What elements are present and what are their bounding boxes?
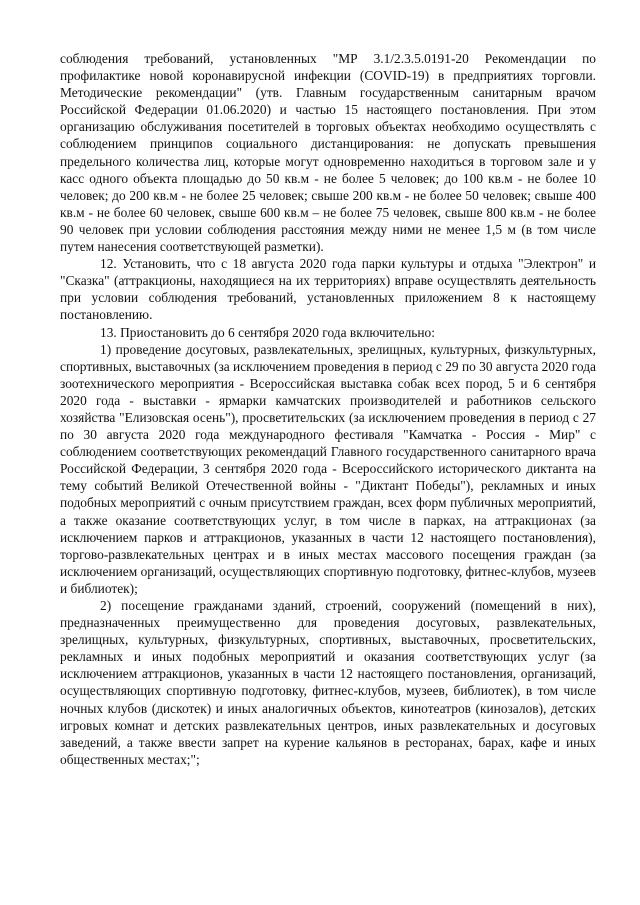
document-page <box>60 50 596 768</box>
paragraph-item-13: 13. Приостановить до 6 сентября 2020 года включительно: <box>100 324 435 340</box>
paragraph-continuation: соблюдения требований, установленных "МР 3.1/2.3.5.0191-20 Рекомендации по профилактике новой коронавирусной инфекции (COVID-19) в предприятиях торговли. Методические рекомендации" (утв. Главным государственным санитарным врачом Российской Федерации 01.06.2020) и частью 15 настоящего постановления. При этом организацию обслуживания посетителей в торговых объектах необходимо осуществлять с соблюдением принципов социального дистанцирования: не допускать превышения предельного количества лиц, которые могут одновременно находиться в торговом зале и у касс одного объекта площадью до 50 кв.м - не более 5 человек; до 100 кв.м - не более 10 человек; до 200 кв.м - не более 25 человек; свыше 200 кв.м - не более 50 человек; свыше 400 кв.м - не более 60 человек, свыше 600 кв.м – не более 75 человек, свыше 800 кв.м - не более 90 человек при условии соблюдения расстояния между ними не менее 1,5 м (в том числе путем нанесения соответствующей разметки). <box>60 51 596 255</box>
paragraph-subitem-2: 2) посещение гражданами зданий, строений, сооружений (помещений в них), предназначенных преимущественно для проведения досуговых, развлекательных, зрелищных, культурных, физкультурных, спортивных, выставочных, просветительских, рекламных и иных подобных мероприятий и оказания соответствующих услуг (за исключением аттракционов, указанных в части 12 настоящего постановления, организаций, осуществляющих спортивную подготовку, фитнес-клубов, музеев, библиотек), в том числе ночных клубов (дискотек) и иных аналогичных объектов, кинотеатров (кинозалов), детских игровых комнат и детских развлекательных центров, иных развлекательных и досуговых заведений, а также ввести запрет на курение кальянов в ресторанах, барах, кафе и иных общественных местах;"; <box>60 598 596 767</box>
paragraph-item-12: 12. Установить, что с 18 августа 2020 года парки культуры и отдыха "Электрон" и "Сказка" (аттракционы, находящиеся на их территориях) вправе осуществлять деятельность при условии соблюдения требований, установленных приложением 8 к настоящему постановлению. <box>60 256 596 323</box>
paragraph-subitem-1: 1) проведение досуговых, развлекательных, зрелищных, культурных, физкультурных, спортивных, выставочных (за исключением проведения в период с 29 по 30 августа 2020 года зоотехнического мероприятия - Всероссийская выставка собак всех пород, 5 и 6 сентября 2020 года - выставки - ярмарки камчатских производителей и работников сельского хозяйства "Елизовская осень"), просветительских (за исключением проведения в период с 27 по 30 августа 2020 года международного фестиваля "Камчатка - Россия - Мир" с соблюдением соответствующих рекомендаций Главного государственного санитарного врача Российской Федерации, 3 сентября 2020 года - Всероссийского исторического диктанта на тему событий Великой Отечественной войны - "Диктант Победы"), рекламных и иных подобных мероприятий с очным присутствием граждан, всех форм публичных мероприятий, а также оказание соответствующих услуг, в том числе в парках, на аттракционах (за исключением парков и аттракционов, указанных в части 12 настоящего постановления), торгово-развлекательных центрах и в иных местах массового посещения граждан (за исключением организаций, осуществляющих спортивную подготовку, фитнес-клубов, музеев и библиотек); <box>60 341 596 596</box>
